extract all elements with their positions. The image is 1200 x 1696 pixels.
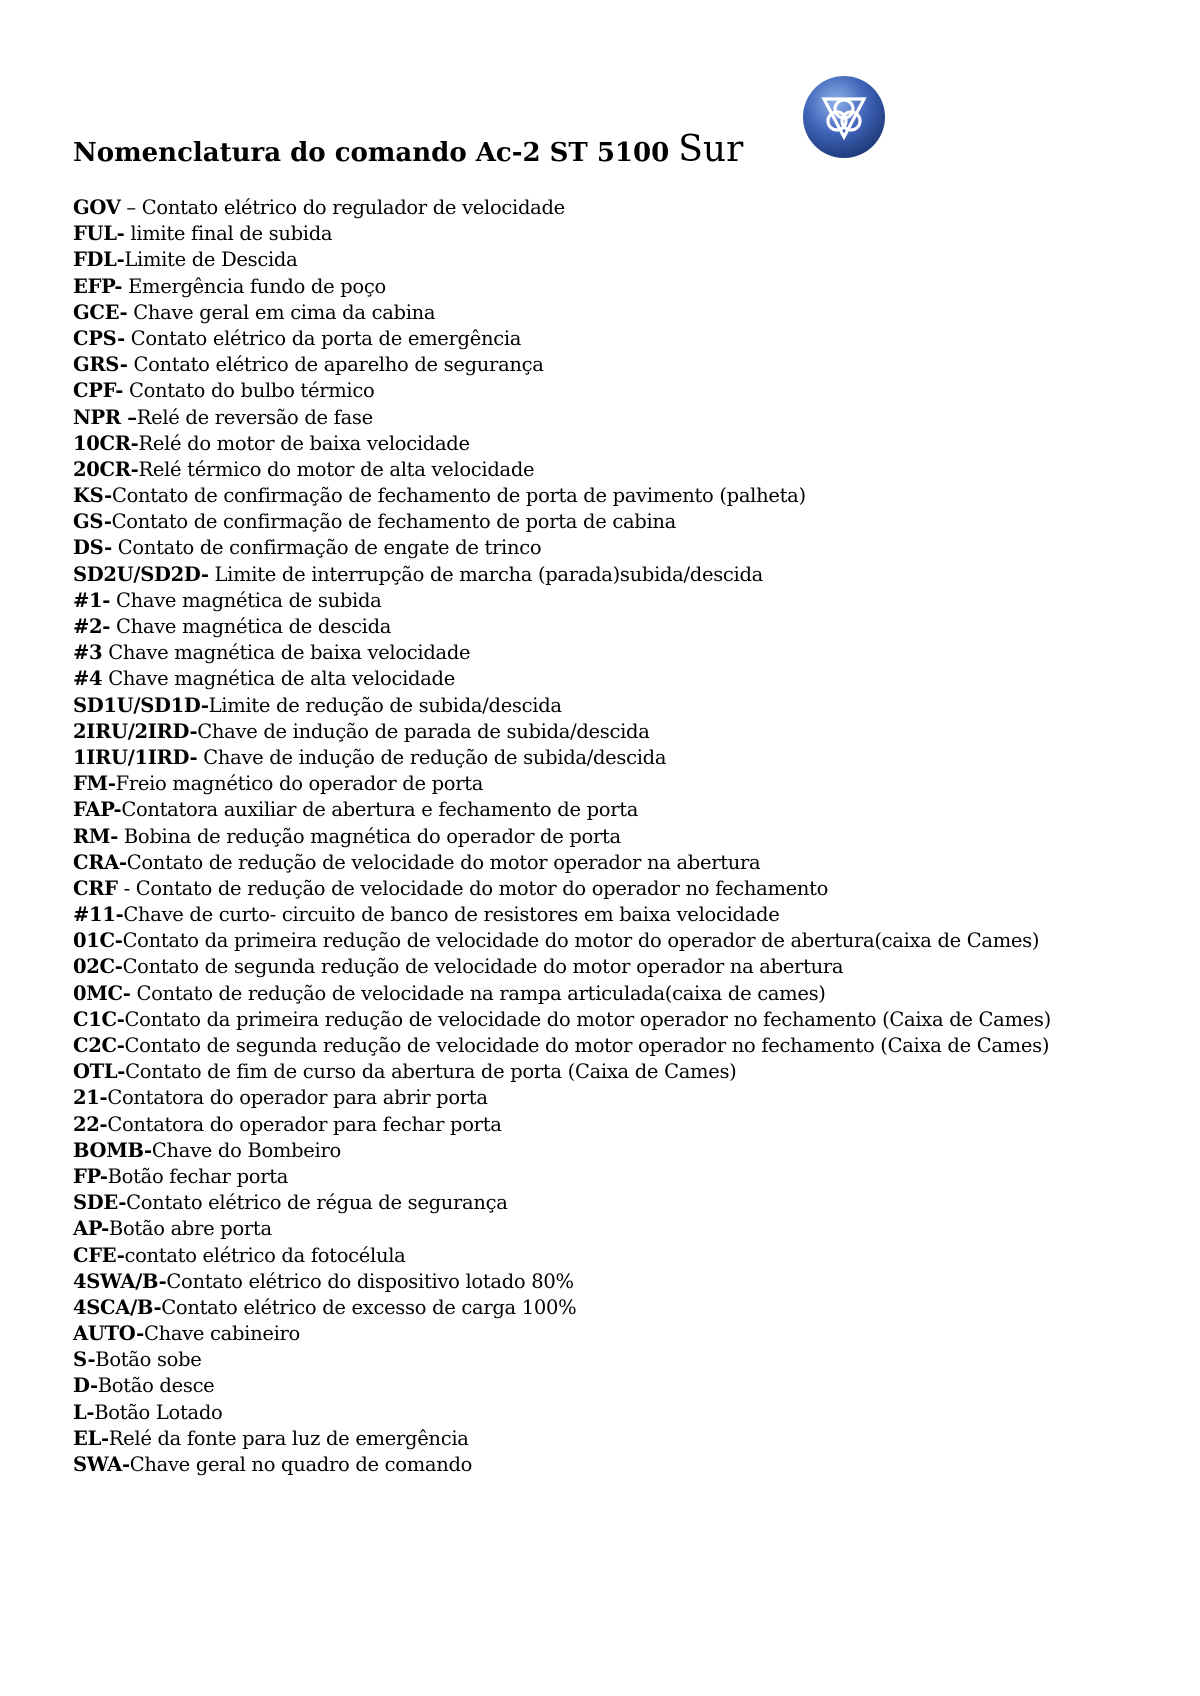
entry-description: Contato elétrico do dispositivo lotado 80%	[166, 1269, 574, 1293]
nomenclature-entry	[73, 745, 1153, 771]
entry-description: Relé de reversão de fase	[136, 405, 373, 429]
entry-description: Contato de redução de velocidade do motor operador na abertura	[126, 850, 761, 874]
entry-description: Contato elétrico de aparelho de segurança	[127, 353, 544, 377]
entry-description: Contatora do operador para abrir porta	[107, 1086, 488, 1110]
nomenclature-entry	[73, 666, 1153, 692]
entry-code: OTL-	[73, 1060, 126, 1084]
entry-description: Contatora auxiliar de abertura e fechamento de porta	[121, 798, 639, 822]
nomenclature-entry	[73, 1400, 1153, 1426]
nomenclature-entry	[73, 981, 1153, 1007]
entry-description: – Contato elétrico do regulador de velocidade	[120, 196, 565, 219]
entry-description: Limite de interrupção de marcha (parada)subida/descida	[208, 562, 763, 586]
entry-code: AUTO-	[73, 1322, 144, 1346]
entry-code: 4SWA/B-	[73, 1269, 167, 1293]
entry-description: Relé do motor de baixa velocidade	[138, 431, 470, 455]
nomenclature-entry	[73, 771, 1153, 797]
nomenclature-entry	[73, 693, 1153, 719]
entry-description: Chave magnética de baixa velocidade	[102, 641, 471, 665]
entry-description: Limite de Descida	[124, 248, 298, 272]
entry-code: 22-	[73, 1112, 108, 1136]
entry-code: 10CR-	[73, 431, 139, 455]
entry-description: Limite de redução de subida/descida	[208, 693, 562, 717]
entry-code: GRS-	[73, 353, 128, 377]
entry-code: CPS-	[73, 326, 125, 350]
nomenclature-entry	[73, 902, 1153, 928]
nomenclature-entry	[73, 221, 1153, 247]
nomenclature-entry	[73, 640, 1153, 666]
nomenclature-entry	[73, 1007, 1153, 1033]
entry-description: Contato de segunda redução de velocidade do motor operador no fechamento (Caixa de Cames)	[124, 1034, 1050, 1057]
entry-code: D-	[73, 1374, 98, 1398]
nomenclature-entry	[73, 1190, 1153, 1216]
nomenclature-entry	[73, 928, 1153, 954]
entry-code: BOMB-	[73, 1138, 152, 1162]
entry-description: Chave do Bombeiro	[151, 1138, 341, 1162]
nomenclature-entry	[73, 483, 1153, 509]
entry-code: SWA-	[73, 1453, 130, 1476]
nomenclature-entry	[73, 1347, 1153, 1373]
entry-code: L-	[73, 1400, 95, 1424]
entry-code: 01C-	[73, 929, 123, 953]
entry-description: Freio magnético do operador de porta	[115, 772, 484, 796]
nomenclature-entry	[73, 431, 1153, 457]
entry-description: Botão Lotado	[94, 1400, 223, 1424]
entry-code: GOV	[73, 196, 121, 219]
entry-code: #2-	[73, 615, 111, 638]
entry-code: CRA-	[73, 850, 127, 874]
entry-code: EL-	[73, 1426, 109, 1450]
nomenclature-entry	[73, 824, 1153, 850]
entry-code: SDE-	[73, 1191, 127, 1215]
nomenclature-entry	[73, 352, 1153, 378]
entry-code: CRF	[73, 876, 118, 900]
entry-description: Contato de redução de velocidade na rampa articulada(caixa de cames)	[130, 981, 826, 1005]
entry-code: CPF-	[73, 379, 124, 403]
entry-code: C2C-	[73, 1034, 125, 1057]
nomenclature-entry	[73, 797, 1153, 823]
entry-description: - Contato de redução de velocidade do motor do operador no fechamento	[117, 876, 829, 900]
entry-description: Relé térmico do motor de alta velocidade	[138, 457, 535, 481]
nomenclature-entry	[73, 300, 1153, 326]
nomenclature-entry	[73, 247, 1153, 273]
entry-description: Contato de confirmação de fechamento de porta de pavimento (palheta)	[111, 484, 806, 508]
entry-code: #3	[73, 641, 103, 665]
entry-code: FAP-	[73, 798, 122, 822]
entry-description: Contato de confirmação de fechamento de porta de cabina	[111, 510, 676, 534]
entry-code: 2IRU/2IRD-	[73, 719, 198, 743]
nomenclature-entry	[73, 562, 1153, 588]
entry-description: Contato elétrico da porta de emergência	[124, 326, 522, 350]
nomenclature-entry	[73, 457, 1153, 483]
entry-code: #11-	[73, 903, 124, 927]
entry-description: Contato elétrico de régua de segurança	[126, 1191, 508, 1215]
entry-code: SD1U/SD1D-	[73, 693, 209, 717]
nomenclature-entry	[73, 405, 1153, 431]
nomenclature-entry	[73, 1452, 1153, 1478]
nomenclature-entry	[73, 1243, 1153, 1269]
entry-description: Contato da primeira redução de velocidade do motor operador no fechamento (Caixa de Cames)	[124, 1007, 1051, 1031]
entry-description: Chave de curto- circuito de banco de resistores em baixa velocidade	[123, 903, 780, 927]
entry-code: 0MC-	[73, 981, 131, 1005]
nomenclature-entry	[73, 954, 1153, 980]
entry-description: Contato de segunda redução de velocidade do motor operador na abertura	[122, 955, 844, 979]
nomenclature-entry	[73, 1033, 1153, 1059]
nomenclature-entry	[73, 1321, 1153, 1347]
title-main: Nomenclatura do comando Ac-2 ST 5100	[73, 138, 679, 168]
entry-description: Contatora do operador para fechar porta	[107, 1112, 502, 1136]
entry-code: RM-	[73, 824, 118, 848]
nomenclature-entry	[73, 1059, 1153, 1085]
nomenclature-entry	[73, 1373, 1153, 1399]
entry-description: Botão sobe	[95, 1348, 202, 1372]
entry-description: Botão fechar porta	[107, 1164, 289, 1188]
entry-description: limite final de subida	[124, 222, 333, 246]
entry-description: Emergência fundo de poço	[122, 274, 386, 298]
entry-code: 02C-	[73, 955, 123, 979]
nomenclature-entry	[73, 1216, 1153, 1242]
nomenclature-entry	[73, 378, 1153, 404]
entry-description: Chave de indução de parada de subida/descida	[197, 719, 650, 743]
entry-code: DS-	[73, 536, 112, 560]
entry-description: Botão desce	[97, 1374, 215, 1398]
nomenclature-entry	[73, 274, 1153, 300]
entry-code: 20CR-	[73, 457, 139, 481]
entry-code: 21-	[73, 1086, 108, 1110]
entry-code: SD2U/SD2D-	[73, 562, 209, 586]
thyssenkrupp-logo	[802, 75, 886, 159]
entry-code: KS-	[73, 484, 112, 508]
entry-code: NPR –	[73, 405, 137, 429]
nomenclature-entry	[73, 1426, 1153, 1452]
entry-code: FDL-	[73, 248, 125, 272]
entry-description: Contato de fim de curso da abertura de porta (Caixa de Cames)	[125, 1060, 737, 1084]
nomenclature-entry	[73, 195, 1153, 221]
entry-code: C1C-	[73, 1007, 125, 1031]
nomenclature-entry	[73, 1269, 1153, 1295]
nomenclature-entry	[73, 876, 1153, 902]
nomenclature-entry	[73, 326, 1153, 352]
entry-description: Botão abre porta	[108, 1217, 272, 1241]
entry-code: #4	[73, 667, 103, 691]
entry-description: Chave geral no quadro de comando	[129, 1453, 473, 1476]
nomenclature-entry	[73, 1085, 1153, 1111]
nomenclature-entry	[73, 1112, 1153, 1138]
entry-description: Contato do bulbo térmico	[123, 379, 375, 403]
entry-description: Bobina de redução magnética do operador de porta	[117, 824, 621, 848]
entry-code: FUL-	[73, 222, 125, 246]
entry-code: EFP-	[73, 274, 123, 298]
entry-description: Chave geral em cima da cabina	[127, 300, 436, 324]
entry-code: #1-	[73, 588, 111, 612]
nomenclature-entry	[73, 614, 1153, 640]
entry-code: CFE-	[73, 1243, 125, 1267]
entry-code: GS-	[73, 510, 112, 534]
entry-description: Chave cabineiro	[143, 1322, 300, 1346]
entry-code: S-	[73, 1348, 96, 1372]
nomenclature-entry	[73, 509, 1153, 535]
title-suffix: Sur	[678, 129, 744, 170]
entry-description: Chave de indução de redução de subida/descida	[197, 745, 667, 769]
nomenclature-entry	[73, 1164, 1153, 1190]
entry-code: AP-	[73, 1217, 109, 1241]
entry-description: Chave magnética de descida	[110, 615, 392, 638]
nomenclature-entry	[73, 1138, 1153, 1164]
entry-description: contato elétrico da fotocélula	[124, 1243, 406, 1267]
nomenclature-entry	[73, 535, 1153, 561]
entry-code: FP-	[73, 1164, 108, 1188]
entry-description: Chave magnética de alta velocidade	[102, 667, 455, 691]
nomenclature-entry	[73, 850, 1153, 876]
document-title	[73, 128, 743, 175]
entry-description: Contato de confirmação de engate de trinco	[111, 536, 542, 560]
entry-description: Chave magnética de subida	[110, 588, 382, 612]
entry-code: GCE-	[73, 300, 128, 324]
entry-code: FM-	[73, 772, 116, 796]
entry-description: Relé da fonte para luz de emergência	[108, 1426, 469, 1450]
nomenclature-entry	[73, 1295, 1153, 1321]
nomenclature-entry	[73, 588, 1153, 614]
nomenclature-entry	[73, 719, 1153, 745]
entry-description: Contato elétrico de excesso de carga 100%	[161, 1295, 577, 1319]
nomenclature-list	[73, 195, 1153, 1478]
entry-description: Contato da primeira redução de velocidade do motor do operador de abertura(caixa de Cames)	[122, 929, 1040, 953]
entry-code: 4SCA/B-	[73, 1295, 162, 1319]
entry-code: 1IRU/1IRD-	[73, 745, 198, 769]
